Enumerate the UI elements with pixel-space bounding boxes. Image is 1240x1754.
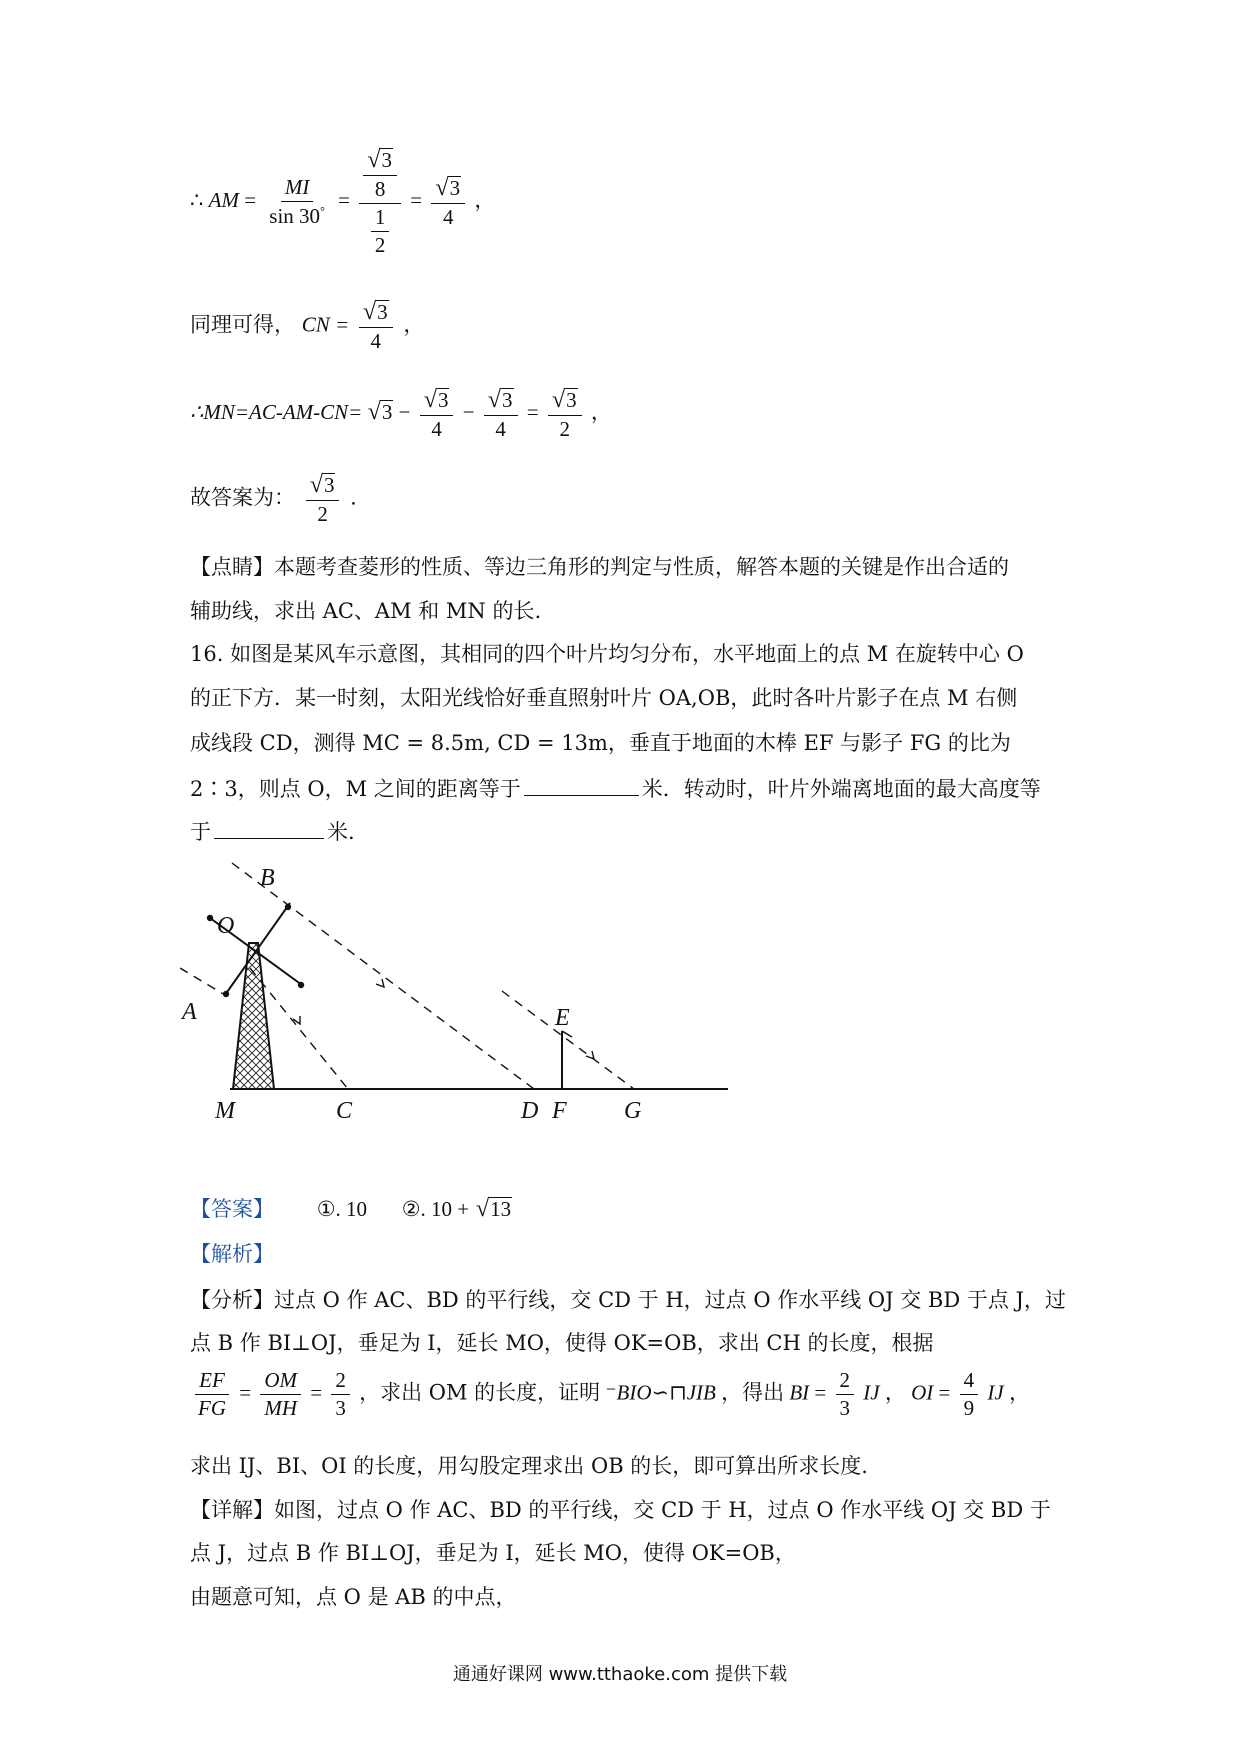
- q16-line-1: 16. 如图是某风车示意图，其相同的四个叶片均匀分布，水平地面上的点 M 在旋转中心 O: [190, 642, 1024, 666]
- therefore-symbol: ∴: [190, 187, 204, 212]
- num-2: 2: [836, 1370, 855, 1395]
- comma: ，: [474, 187, 496, 212]
- var-ij: IJ: [987, 1380, 1004, 1405]
- frac-sqrt3-8: √ 3 8: [363, 148, 397, 200]
- equals: =: [239, 1380, 252, 1405]
- similar-triangles: ⁻BIO∽⊓JIB: [605, 1380, 716, 1405]
- num-ef: EF: [195, 1370, 229, 1395]
- label-f: F: [552, 1098, 567, 1124]
- answer-tag: 【答案】: [190, 1197, 274, 1221]
- sqrt-arg: 3: [381, 148, 392, 172]
- sqrt-arg: 3: [377, 300, 388, 324]
- var-cn: CN: [301, 312, 330, 337]
- den-9: 9: [963, 1396, 975, 1420]
- text-tongli: 同理可得，: [190, 312, 295, 337]
- equals: =: [336, 312, 349, 337]
- equals: =: [526, 399, 539, 424]
- windmill-figure: [180, 845, 740, 1135]
- label-a: A: [182, 999, 197, 1025]
- den-4: 4: [431, 417, 442, 442]
- period: .: [350, 485, 357, 510]
- minus: −: [398, 399, 411, 424]
- label-b: B: [260, 865, 275, 891]
- sqrt3: √ 3: [367, 397, 393, 425]
- frac-sqrt3-2: √ 3 2: [306, 473, 340, 525]
- frac-compound: [359, 148, 401, 256]
- blade-end-right: [298, 982, 304, 988]
- frac-2-3: [836, 1370, 855, 1419]
- q16-line-3: 成线段 CD，测得 MC = 8.5m, CD = 13m，垂直于地面的木棒 EF 与影子 FG 的比为: [190, 731, 1011, 755]
- den-4: 4: [442, 205, 454, 230]
- answer-1: ①. 10: [316, 1197, 368, 1221]
- expr-mn: ∴MN=AC-AM-CN=: [190, 399, 363, 424]
- answer-2: ②. 10 +: [401, 1197, 470, 1221]
- xiangjie-line-2: 点 J，过点 B 作 BI⊥OJ，垂足为 I，延长 MO，使得 OK=OB，: [190, 1541, 796, 1565]
- comma: ，: [590, 399, 612, 424]
- q16-line-5: [190, 820, 355, 843]
- den-sin30: sin 30: [269, 204, 321, 229]
- text-guanswer: 故答案为：: [190, 485, 295, 510]
- answer-blank-1[interactable]: [524, 777, 639, 796]
- comma: ，: [884, 1380, 906, 1405]
- equals: =: [410, 187, 423, 212]
- num-2: 2: [331, 1370, 350, 1395]
- dianjing-line-1: 【点睛】本题考查菱形的性质、等边三角形的判定与性质，解答本题的关键是作出合适的: [190, 555, 1009, 579]
- formula-cn: [190, 300, 424, 352]
- q16-line-4-end: 米．转动时，叶片外端离地面的最大高度等: [641, 777, 1041, 801]
- formula-mn: [190, 388, 612, 440]
- sqrt-arg: 3: [449, 176, 461, 200]
- var-ij: IJ: [863, 1380, 880, 1405]
- den-3: 3: [335, 1396, 346, 1420]
- sqrt-arg: 3: [381, 399, 393, 424]
- den-fg: FG: [198, 1396, 226, 1420]
- equals: =: [310, 1380, 323, 1405]
- sqrt-arg: 3: [323, 473, 335, 497]
- footer-watermark: 通通好课网 www.tthaoke.com 提供下载: [452, 1664, 788, 1685]
- sqrt-arg-13: 13: [490, 1197, 512, 1221]
- label-c: C: [336, 1098, 353, 1124]
- q16-line-5-end: 米.: [327, 820, 355, 844]
- arrow-icon: [376, 979, 384, 987]
- equals: =: [938, 1380, 951, 1405]
- blade-end-left: [207, 915, 213, 921]
- xiangjie-line-1: 【详解】如图，过点 O 作 AC、BD 的平行线，交 CD 于 H，过点 O 作水平线 OJ 交 BD 于: [190, 1498, 1051, 1522]
- frac-ef-fg: [194, 1370, 230, 1419]
- den-4: 4: [495, 417, 506, 442]
- den-mh: MH: [264, 1396, 298, 1420]
- label-o: O: [217, 913, 235, 939]
- den-2: 2: [374, 233, 386, 258]
- dianjing-line-2: 辅助线，求出 AC、AM 和 MN 的长.: [190, 599, 542, 623]
- fenxi-line-4: 求出 IJ、BI、OI 的长度，用勾股定理求出 OB 的长，即可算出所求长度.: [190, 1454, 868, 1478]
- fenxi-line-2: 点 B 作 BI⊥OJ，垂足为 I，延长 MO，使得 OK=OB，求出 CH 的长度，根据: [190, 1331, 934, 1355]
- equals: =: [244, 187, 257, 212]
- sqrt-arg: 3: [437, 388, 449, 412]
- label-g: G: [624, 1098, 642, 1124]
- frac-om-mh: [260, 1370, 301, 1419]
- sqrt-arg: 3: [566, 388, 577, 412]
- den-8: 8: [374, 177, 386, 202]
- den-4: 4: [370, 329, 382, 354]
- minus: −: [462, 399, 475, 424]
- fenxi-line-3: [190, 1370, 1030, 1419]
- var-am: AM: [208, 187, 239, 212]
- ray-through-a: [180, 968, 225, 995]
- den-2: 2: [559, 417, 571, 442]
- den-2: 2: [317, 502, 328, 527]
- den-3: 3: [839, 1396, 851, 1420]
- frac-1-2: [371, 207, 390, 256]
- frac-sqrt3-4: √ 3 4: [359, 300, 393, 352]
- frac-sqrt3-4: √ 3 4: [431, 176, 465, 228]
- var-oi: OI: [911, 1380, 934, 1405]
- answer-line: [190, 1197, 512, 1221]
- frac-4-9: [960, 1370, 979, 1419]
- formula-am: [190, 148, 495, 256]
- text-qiuchu: ，求出 OM 的长度，证明: [359, 1380, 601, 1405]
- frac-2-3: [331, 1370, 350, 1419]
- q16-line-4: [190, 777, 1041, 800]
- equals: =: [814, 1380, 827, 1405]
- frac-sqrt3-4: √ 3 4: [484, 388, 518, 440]
- q16-line-2: 的正下方．某一时刻，太阳光线恰好垂直照射叶片 OA,OB，此时各叶片影子在点 M 右侧: [190, 686, 1018, 710]
- stick-top: [562, 1031, 572, 1037]
- text-dechu: ，得出: [721, 1380, 785, 1405]
- frac-mi-sin30: [265, 177, 329, 227]
- xiangjie-line-3: 由题意可知，点 O 是 AB 的中点，: [190, 1585, 517, 1609]
- q16-line-4-start: 2∶3，则点 O，M 之间的距离等于: [190, 777, 521, 801]
- label-d: D: [521, 1098, 539, 1124]
- sqrt13: √ 13: [475, 1195, 512, 1222]
- degree-sign: °: [320, 204, 325, 219]
- equals: =: [338, 187, 350, 212]
- answer-line-15: [190, 473, 357, 525]
- num-4: 4: [960, 1370, 979, 1395]
- label-m: M: [215, 1098, 235, 1124]
- frac-sqrt3-4: √ 3 4: [420, 388, 454, 440]
- num-om: OM: [260, 1370, 301, 1395]
- answer-blank-2[interactable]: [214, 820, 324, 839]
- frac-sqrt3-2: √ 3 2: [548, 388, 582, 440]
- label-e: E: [555, 1005, 570, 1031]
- num-mi: MI: [281, 177, 314, 202]
- fenxi-line-1: 【分析】过点 O 作 AC、BD 的平行线，交 CD 于 H，过点 O 作水平线 OJ 交 BD 于点 J，过: [190, 1288, 1066, 1312]
- var-bi: BI: [789, 1380, 810, 1405]
- ray-through-b: [232, 863, 534, 1089]
- num-1: 1: [371, 207, 390, 232]
- comma: ，: [1008, 1380, 1030, 1405]
- jiexi-tag: 【解析】: [190, 1242, 274, 1266]
- sqrt-arg: 3: [502, 388, 513, 412]
- q16-line-5-start: 于: [190, 820, 211, 844]
- tower: [233, 943, 274, 1089]
- comma: ，: [403, 312, 425, 337]
